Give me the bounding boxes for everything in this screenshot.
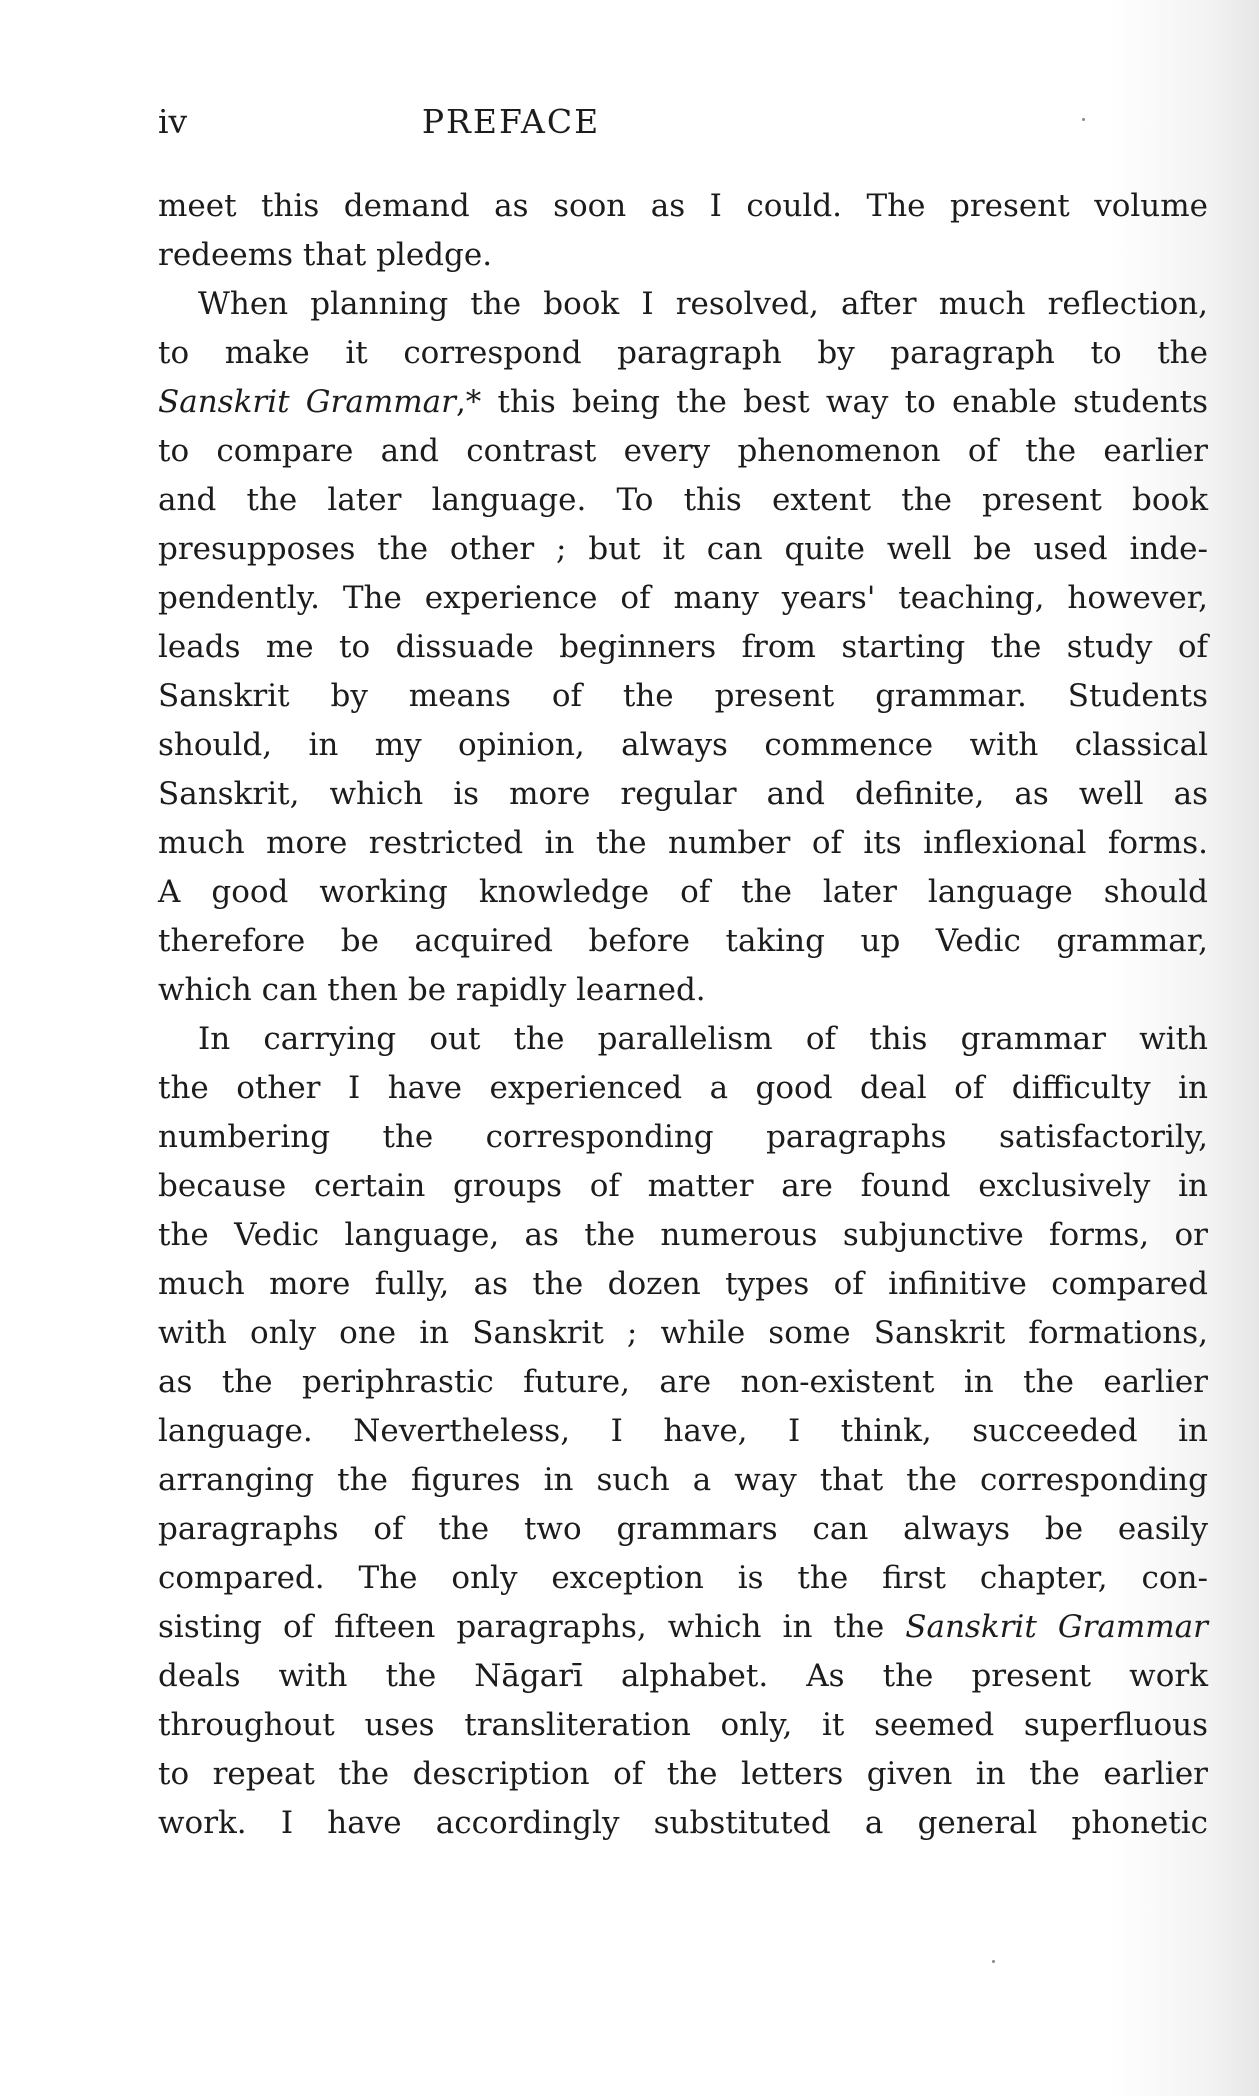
running-head xyxy=(158,98,1208,146)
text-line: the other I have experienced a good deal of difficulty in xyxy=(158,1070,1208,1106)
text-line: In carrying out the parallelism of this grammar with xyxy=(198,1021,1208,1057)
text-line: Sanskrit by means of the present grammar. Students xyxy=(158,678,1208,714)
text-line: A good working knowledge of the later language should xyxy=(158,874,1208,910)
text-line: pendently. The experience of many years' teaching, however, xyxy=(158,580,1208,616)
text-line: arranging the figures in such a way that the corresponding xyxy=(158,1462,1208,1498)
text-line: language. Nevertheless, I have, I think, succeeded in xyxy=(158,1413,1208,1449)
text-line: presupposes the other ; but it can quite well be used inde- xyxy=(158,531,1208,567)
text-line: much more fully, as the dozen types of infinitive compared xyxy=(158,1266,1208,1302)
text-line: should, in my opinion, always commence with classical xyxy=(158,727,1208,763)
text-line: When planning the book I resolved, after much reflection, xyxy=(198,286,1208,322)
text-line: numbering the corresponding paragraphs satisfactorily, xyxy=(158,1119,1208,1155)
text-line: work. I have accordingly substituted a general phonetic xyxy=(158,1805,1208,1841)
text-line: the Vedic language, as the numerous subjunctive forms, or xyxy=(158,1217,1208,1253)
text-line: redeems that pledge. xyxy=(158,237,493,273)
text-line: meet this demand as soon as I could. The present volume xyxy=(158,188,1208,224)
text-line: Sanskrit Grammar,* this being the best way to enable students xyxy=(158,384,1208,420)
running-title: PREFACE xyxy=(421,102,601,141)
ink-fleck xyxy=(1082,118,1085,121)
text-line: therefore be acquired before taking up Vedic grammar, xyxy=(158,923,1208,959)
text-line: to compare and contrast every phenomenon of the earlier xyxy=(158,433,1208,469)
text-line: sisting of fifteen paragraphs, which in the Sanskrit Grammar xyxy=(158,1609,1208,1645)
text-line: paragraphs of the two grammars can always be easily xyxy=(158,1511,1208,1547)
text-line: as the periphrastic future, are non-existent in the earlier xyxy=(158,1364,1208,1400)
page-number: iv xyxy=(158,102,188,141)
text-line: to make it correspond paragraph by paragraph to the xyxy=(158,335,1208,371)
ink-fleck xyxy=(992,1960,995,1963)
text-line: and the later language. To this extent the present book xyxy=(158,482,1208,518)
text-line: leads me to dissuade beginners from starting the study of xyxy=(158,629,1208,665)
text-line: with only one in Sanskrit ; while some Sanskrit formations, xyxy=(158,1315,1208,1351)
text-line: to repeat the description of the letters given in the earlier xyxy=(158,1756,1208,1792)
text-line: which can then be rapidly learned. xyxy=(158,972,706,1008)
body-text xyxy=(158,182,1208,1848)
text-line: deals with the Nāgarī alphabet. As the present work xyxy=(158,1658,1208,1694)
text-line: compared. The only exception is the first chapter, con- xyxy=(158,1560,1208,1596)
text-line: throughout uses transliteration only, it seemed superfluous xyxy=(158,1707,1208,1743)
text-line: Sanskrit, which is more regular and definite, as well as xyxy=(158,776,1208,812)
text-line: much more restricted in the number of its inflexional forms. xyxy=(158,825,1208,861)
text-line: because certain groups of matter are found exclusively in xyxy=(158,1168,1208,1204)
